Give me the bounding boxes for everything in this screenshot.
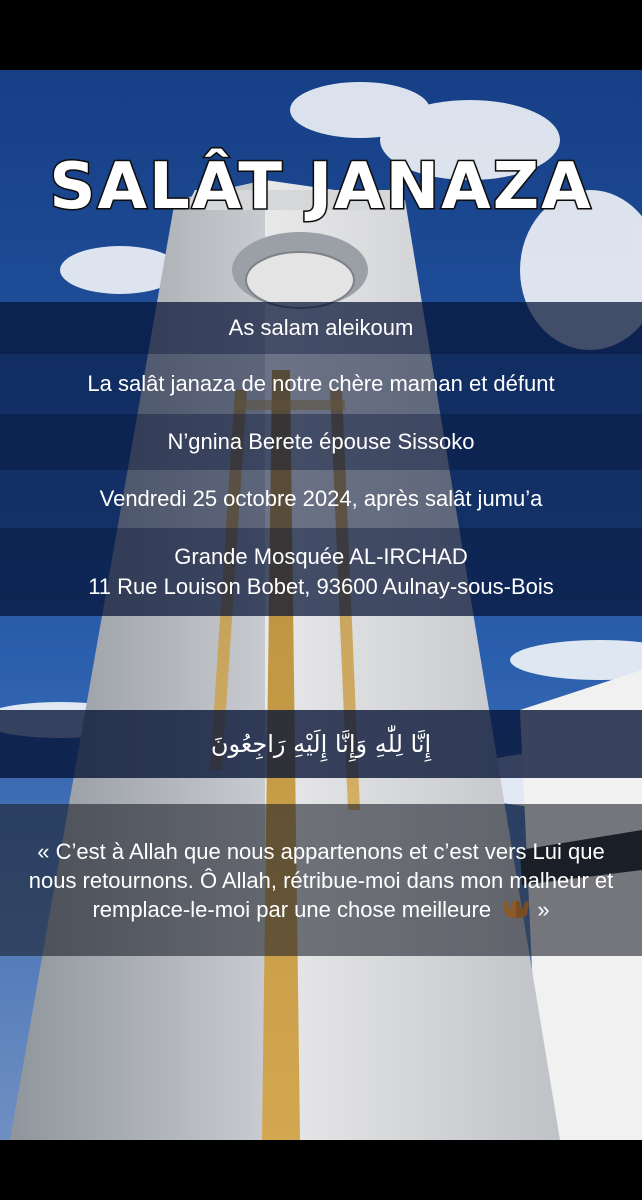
quote-band [0,804,642,956]
quote-text: « C’est à Allah que nous appartenons et c’est vers Lui que nous retournons. Ô Allah, rétribue-moi dans mon malheur et remplace-le-moi par une chose meilleure [28,838,614,922]
intro-band [0,354,642,414]
greeting-text: As salam aleikoum [228,315,414,340]
quote-paragraph [21,837,621,924]
date-text: Vendredi 25 octobre 2024, après salât jumu’a [99,486,543,511]
deceased-name: N’gnina Berete épouse Sissoko [167,429,475,454]
venue-band [0,528,642,616]
palms-up-together-icon [501,895,531,924]
venue-name: Grande Mosquée AL-IRCHAD [174,544,468,569]
name-band [0,414,642,470]
greeting-band [0,302,642,354]
arabic-verse: إِنَّا لِلّٰهِ وَإِنَّا إِلَيْهِ رَاجِعُونَ [0,710,642,778]
date-band [0,470,642,528]
intro-text: La salât janaza de notre chère maman et défunt [87,371,555,396]
poster [0,70,642,1140]
quote-close: » [537,896,550,922]
page-title: SALÂT JANAZA [49,150,593,224]
venue-address: 11 Rue Louison Bobet, 93600 Aulnay-sous-Bois [88,574,554,599]
